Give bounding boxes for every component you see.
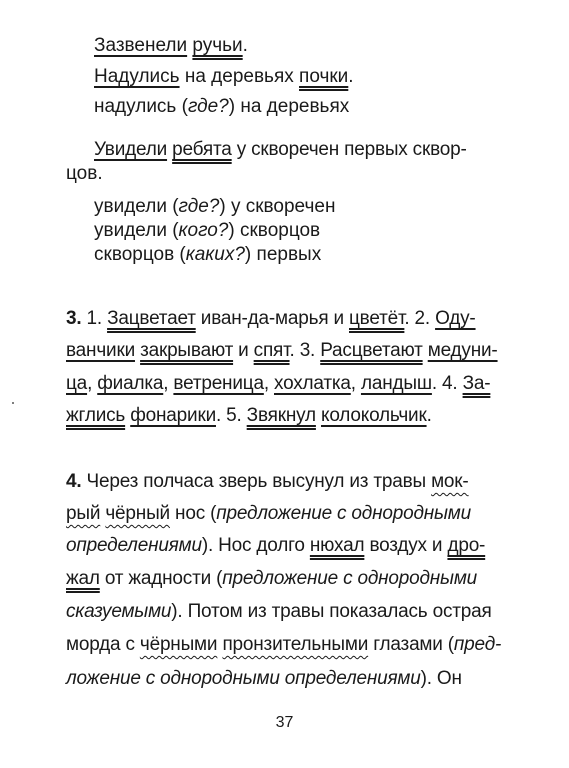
subject: ванчики bbox=[66, 340, 135, 361]
ex2-line-6: увидели (где?) у скворечен bbox=[94, 196, 336, 217]
subject: колокольчик bbox=[321, 405, 427, 426]
subject: хохлатка bbox=[274, 373, 351, 394]
ex2-line-7: увидели (кого?) скворцов bbox=[94, 220, 321, 241]
predicate: цветёт bbox=[349, 308, 405, 329]
subject: Оду- bbox=[435, 308, 476, 329]
ex4-line-1: 4. Через полчаса зверь высунул из травы мок- bbox=[66, 471, 469, 492]
subject: фиалка bbox=[97, 373, 164, 394]
subject: ца bbox=[66, 373, 88, 394]
ex3-line-1: 3. 1. Зацветает иван-да-марья и цветёт. 2. Оду- bbox=[66, 308, 476, 329]
subject: ветреница bbox=[173, 373, 264, 394]
ex4-line-2: рый чёрный нос (предложение с однородными bbox=[66, 503, 471, 524]
scan-speck bbox=[12, 402, 14, 404]
predicate: нюхал bbox=[309, 535, 365, 556]
subject: медуни- bbox=[427, 340, 498, 361]
attribute: пронзительными bbox=[222, 634, 369, 655]
predicate: жал bbox=[66, 568, 100, 589]
ex4-line-7: ложение с однородными определениями). Он bbox=[66, 668, 462, 689]
predicate: Надулись bbox=[94, 66, 180, 87]
predicate: закрывают bbox=[140, 340, 234, 361]
exercise-number: 4. bbox=[66, 471, 82, 492]
subject: почки bbox=[299, 66, 349, 87]
predicate: Расцветают bbox=[320, 340, 423, 361]
predicate: Зазвенели bbox=[94, 35, 188, 56]
predicate: Зацветает bbox=[107, 308, 196, 329]
subject: фонарики bbox=[130, 405, 216, 426]
ex4-line-4: жал от жадности (предложение с однородными bbox=[66, 568, 478, 589]
ex3-line-4: жглись фонарики. 5. Звякнул колокольчик. bbox=[66, 405, 432, 426]
attribute: чёрными bbox=[139, 634, 218, 655]
subject: ребята bbox=[172, 139, 232, 160]
predicate: дро- bbox=[447, 535, 486, 556]
ex3-line-3: ца, фиалка, ветреница, хохлатка, ландыш. 4. За- bbox=[66, 373, 491, 394]
predicate: спят bbox=[253, 340, 290, 361]
attribute: рый bbox=[66, 503, 101, 524]
ex4-line-6: морда с чёрными пронзительными глазами (пред- bbox=[66, 634, 502, 655]
ex2-line-3: надулись (где?) на деревьях bbox=[94, 96, 350, 117]
predicate: жглись bbox=[66, 405, 126, 426]
ex4-line-3: определениями). Нос долго нюхал воздух и дро- bbox=[66, 535, 486, 556]
attribute: чёрный bbox=[105, 503, 170, 524]
ex2-line-8: скворцов (каких?) первых bbox=[94, 244, 322, 265]
predicate: За- bbox=[462, 373, 491, 394]
attribute: мок- bbox=[431, 471, 469, 492]
predicate: Звякнул bbox=[246, 405, 316, 426]
ex2-line-4: Увидели ребята у скворечен первых сквор- bbox=[94, 139, 467, 160]
ex4-line-5: сказуемыми). Потом из травы показалась острая bbox=[66, 601, 492, 622]
subject: ручьи bbox=[192, 35, 243, 56]
ex2-line-2: Надулись на деревьях почки. bbox=[94, 66, 354, 87]
ex3-line-2: ванчики закрывают и спят. 3. Расцветают медуни- bbox=[66, 340, 498, 361]
predicate: Увидели bbox=[94, 139, 168, 160]
ex2-line-5: цов. bbox=[66, 163, 103, 184]
exercise-number: 3. bbox=[66, 308, 82, 329]
page-number: 37 bbox=[275, 714, 294, 731]
subject: ландыш bbox=[360, 373, 432, 394]
ex2-line-1: Зазвенели ручьи. bbox=[94, 35, 248, 56]
